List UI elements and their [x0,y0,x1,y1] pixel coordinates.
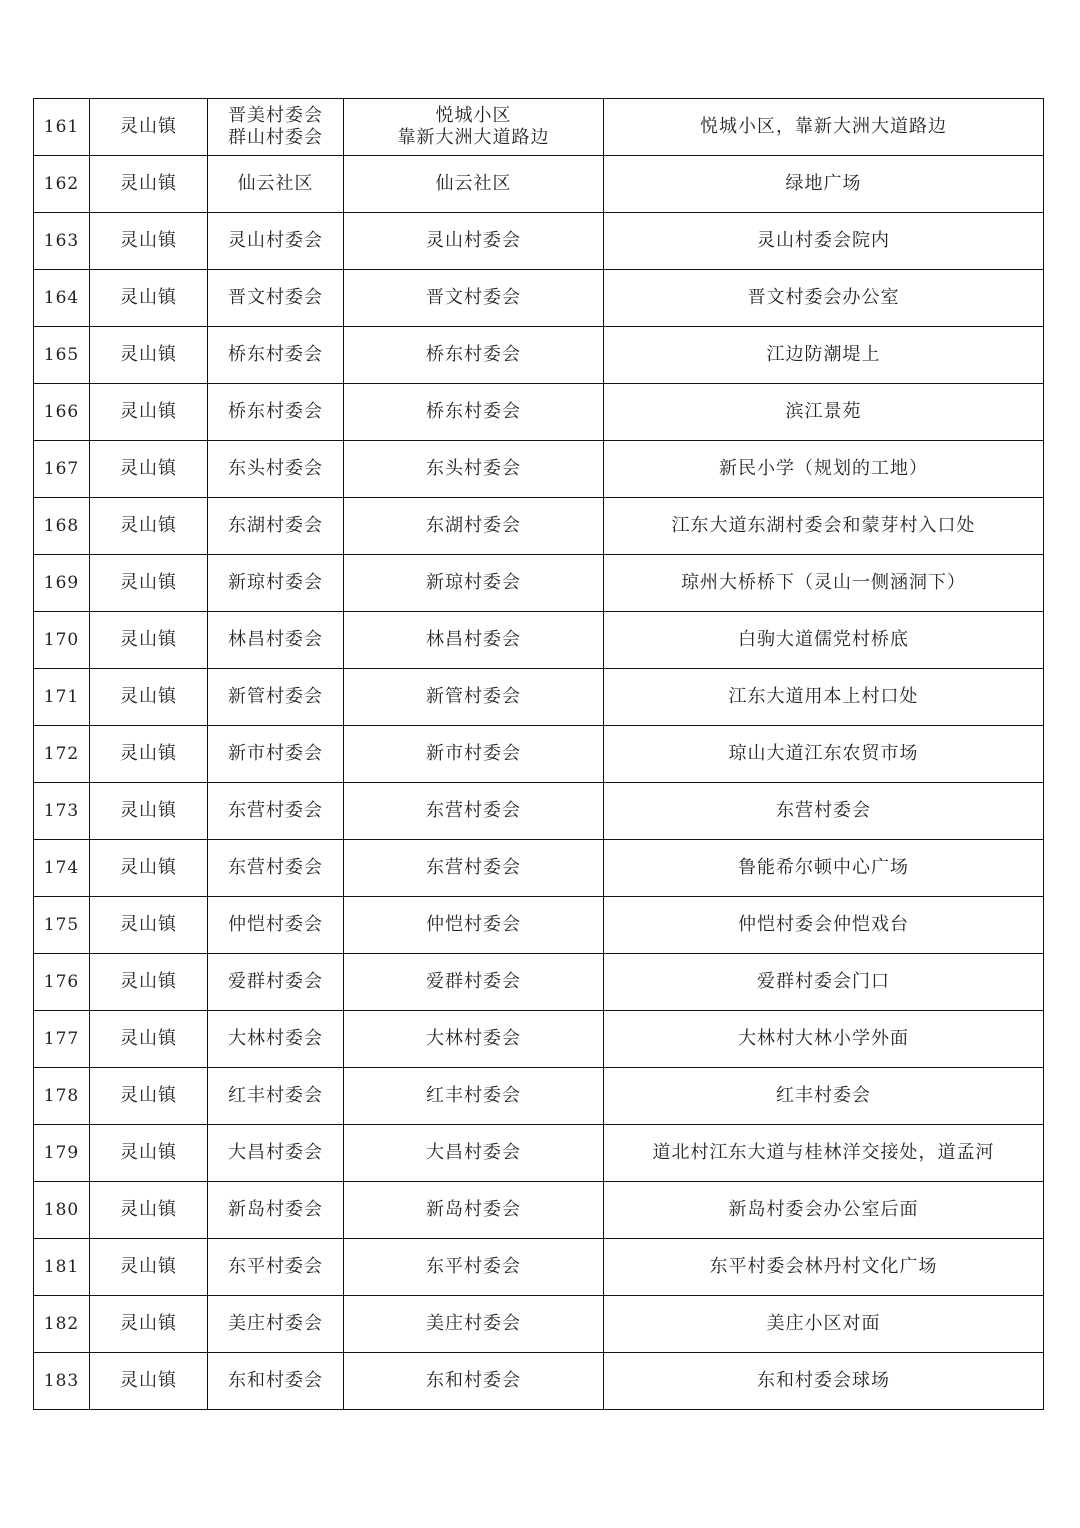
town-cell-text: 灵山镇 [120,1028,177,1049]
location-cell [604,1068,1044,1125]
area-cell [344,270,604,327]
area-cell [344,1011,604,1068]
location-cell-text: 道北村江东大道与桂林洋交接处，道孟河 [652,1142,995,1163]
area-cell [344,156,604,213]
location-cell [604,384,1044,441]
area-cell [344,954,604,1011]
town-cell [90,783,208,840]
location-cell [604,1353,1044,1410]
committee-cell-text: 仙云社区 [237,173,314,194]
area-cell-text: 新管村委会 [426,686,521,707]
table-row [34,1182,1044,1239]
committee-cell-text: 晋美村委会 群山村委会 [228,105,323,148]
row-number-cell [34,669,90,726]
location-cell-text: 白驹大道儒党村桥底 [738,629,909,650]
committee-cell-text: 桥东村委会 [228,344,323,365]
area-cell-text: 晋文村委会 [426,287,521,308]
town-cell [90,612,208,669]
row-number-cell [34,1239,90,1296]
town-cell-text: 灵山镇 [120,458,177,479]
location-cell [604,498,1044,555]
town-cell [90,156,208,213]
committee-cell [208,897,344,954]
table-row [34,783,1044,840]
table-row [34,1011,1044,1068]
committee-cell [208,213,344,270]
row-number-cell-text: 181 [43,1257,80,1277]
committee-cell [208,327,344,384]
town-cell-text: 灵山镇 [120,287,177,308]
area-cell [344,213,604,270]
area-cell-text: 新市村委会 [426,743,521,764]
location-table [33,98,1044,1410]
committee-cell [208,156,344,213]
town-cell-text: 灵山镇 [120,1313,177,1334]
town-cell-text: 灵山镇 [120,1199,177,1220]
committee-cell-text: 东营村委会 [228,800,323,821]
location-cell-text: 晋文村委会办公室 [747,287,900,308]
area-cell-text: 东营村委会 [426,800,521,821]
area-cell [344,783,604,840]
town-cell [90,1353,208,1410]
town-cell [90,726,208,783]
row-number-cell-text: 170 [43,630,80,650]
row-number-cell-text: 174 [43,858,80,878]
town-cell-text: 灵山镇 [120,173,177,194]
location-cell-text: 江东大道用本上村口处 [728,686,919,707]
town-cell [90,1296,208,1353]
table-row [34,1125,1044,1182]
area-cell-text: 仲恺村委会 [426,914,521,935]
location-cell-text: 滨江景苑 [785,401,862,422]
row-number-cell-text: 175 [43,915,80,935]
town-cell [90,897,208,954]
area-cell-text: 林昌村委会 [426,629,521,650]
table-row [34,669,1044,726]
town-cell-text: 灵山镇 [120,1370,177,1391]
location-cell [604,441,1044,498]
town-cell [90,441,208,498]
table-row [34,1068,1044,1125]
committee-cell-text: 桥东村委会 [228,401,323,422]
committee-cell-text: 东营村委会 [228,857,323,878]
location-cell-text: 爱群村委会门口 [757,971,890,992]
row-number-cell [34,897,90,954]
committee-cell [208,669,344,726]
town-cell-text: 灵山镇 [120,686,177,707]
town-cell-text: 灵山镇 [120,572,177,593]
location-cell-text: 悦城小区，靠新大洲大道路边 [700,116,947,137]
area-cell-text: 新岛村委会 [426,1199,521,1220]
area-cell [344,1296,604,1353]
location-cell-text: 东和村委会球场 [757,1370,890,1391]
location-cell [604,669,1044,726]
row-number-cell [34,1011,90,1068]
town-cell [90,1182,208,1239]
town-cell [90,327,208,384]
location-cell [604,213,1044,270]
row-number-cell [34,441,90,498]
location-cell-text: 琼山大道江东农贸市场 [728,743,919,764]
row-number-cell [34,1296,90,1353]
area-cell-text: 桥东村委会 [426,344,521,365]
location-cell-text: 大林村大林小学外面 [738,1028,909,1049]
row-number-cell [34,1353,90,1410]
committee-cell-text: 新管村委会 [228,686,323,707]
table-row [34,726,1044,783]
location-cell-text: 灵山村委会院内 [757,230,890,251]
area-cell [344,840,604,897]
row-number-cell-text: 168 [43,516,80,536]
area-cell-text: 东平村委会 [426,1256,521,1277]
area-cell [344,1353,604,1410]
area-cell-text: 东和村委会 [426,1370,521,1391]
area-cell [344,669,604,726]
town-cell [90,213,208,270]
area-cell [344,1068,604,1125]
row-number-cell [34,498,90,555]
area-cell-text: 东湖村委会 [426,515,521,536]
table-row [34,954,1044,1011]
location-cell-text: 新民小学（规划的工地） [719,458,928,479]
row-number-cell-text: 173 [43,801,80,821]
area-cell [344,441,604,498]
location-cell-text: 琼州大桥桥下（灵山一侧涵洞下） [681,572,966,593]
location-cell [604,612,1044,669]
committee-cell [208,1068,344,1125]
town-cell-text: 灵山镇 [120,515,177,536]
area-cell-text: 大林村委会 [426,1028,521,1049]
town-cell [90,99,208,156]
table-row [34,840,1044,897]
row-number-cell [34,327,90,384]
town-cell-text: 灵山镇 [120,743,177,764]
location-cell [604,270,1044,327]
town-cell-text: 灵山镇 [120,1085,177,1106]
committee-cell-text: 新岛村委会 [228,1199,323,1220]
town-cell [90,498,208,555]
row-number-cell [34,213,90,270]
committee-cell [208,1182,344,1239]
town-cell-text: 灵山镇 [120,800,177,821]
location-cell [604,897,1044,954]
area-cell [344,498,604,555]
location-cell-text: 美庄小区对面 [766,1313,881,1334]
location-cell-text: 江边防潮堤上 [766,344,881,365]
row-number-cell-text: 179 [43,1143,80,1163]
area-cell-text: 红丰村委会 [426,1085,521,1106]
row-number-cell [34,612,90,669]
document-page [33,98,1044,1410]
area-cell-text: 仙云社区 [435,173,512,194]
row-number-cell [34,99,90,156]
row-number-cell-text: 177 [43,1029,80,1049]
committee-cell-text: 林昌村委会 [228,629,323,650]
town-cell [90,384,208,441]
location-cell [604,1239,1044,1296]
table-row [34,897,1044,954]
committee-cell [208,498,344,555]
committee-cell [208,783,344,840]
area-cell [344,1239,604,1296]
area-cell-text: 新琼村委会 [426,572,521,593]
row-number-cell-text: 165 [43,345,80,365]
committee-cell [208,1125,344,1182]
table-row [34,384,1044,441]
row-number-cell-text: 161 [43,117,80,137]
area-cell-text: 东头村委会 [426,458,521,479]
town-cell [90,669,208,726]
committee-cell [208,840,344,897]
location-cell [604,327,1044,384]
town-cell-text: 灵山镇 [120,344,177,365]
location-cell [604,840,1044,897]
town-cell-text: 灵山镇 [120,914,177,935]
row-number-cell-text: 167 [43,459,80,479]
row-number-cell-text: 182 [43,1314,80,1334]
location-cell-text: 仲恺村委会仲恺戏台 [738,914,909,935]
town-cell [90,1239,208,1296]
row-number-cell [34,1182,90,1239]
committee-cell [208,270,344,327]
town-cell-text: 灵山镇 [120,629,177,650]
row-number-cell-text: 176 [43,972,80,992]
area-cell [344,555,604,612]
committee-cell-text: 东头村委会 [228,458,323,479]
row-number-cell-text: 172 [43,744,80,764]
location-cell-text: 新岛村委会办公室后面 [728,1199,919,1220]
town-cell [90,1125,208,1182]
committee-cell-text: 东湖村委会 [228,515,323,536]
area-cell [344,1182,604,1239]
committee-cell [208,1011,344,1068]
table-row [34,1353,1044,1410]
committee-cell-text: 东平村委会 [228,1256,323,1277]
row-number-cell-text: 180 [43,1200,80,1220]
row-number-cell [34,384,90,441]
location-cell [604,156,1044,213]
area-cell [344,327,604,384]
committee-cell [208,612,344,669]
row-number-cell [34,1068,90,1125]
location-cell-text: 绿地广场 [785,173,862,194]
row-number-cell-text: 166 [43,402,80,422]
location-cell [604,1125,1044,1182]
area-cell-text: 美庄村委会 [426,1313,521,1334]
town-cell-text: 灵山镇 [120,116,177,137]
area-cell [344,726,604,783]
row-number-cell-text: 162 [43,174,80,194]
committee-cell-text: 新琼村委会 [228,572,323,593]
row-number-cell [34,555,90,612]
town-cell [90,1011,208,1068]
row-number-cell-text: 171 [43,687,80,707]
location-cell [604,954,1044,1011]
town-cell-text: 灵山镇 [120,971,177,992]
location-cell [604,99,1044,156]
committee-cell [208,384,344,441]
table-row [34,213,1044,270]
area-cell [344,99,604,156]
location-cell [604,1182,1044,1239]
town-cell-text: 灵山镇 [120,1256,177,1277]
row-number-cell [34,954,90,1011]
town-cell [90,555,208,612]
area-cell-text: 桥东村委会 [426,401,521,422]
row-number-cell [34,1125,90,1182]
committee-cell-text: 晋文村委会 [228,287,323,308]
row-number-cell-text: 163 [43,231,80,251]
row-number-cell-text: 164 [43,288,80,308]
table-row [34,555,1044,612]
location-cell-text: 东平村委会林丹村文化广场 [709,1256,938,1277]
committee-cell-text: 东和村委会 [228,1370,323,1391]
area-cell-text: 悦城小区 靠新大洲大道路边 [397,105,550,148]
table-row [34,1239,1044,1296]
area-cell [344,897,604,954]
committee-cell-text: 仲恺村委会 [228,914,323,935]
committee-cell-text: 美庄村委会 [228,1313,323,1334]
area-cell-text: 灵山村委会 [426,230,521,251]
row-number-cell [34,156,90,213]
town-cell [90,1068,208,1125]
row-number-cell-text: 183 [43,1371,80,1391]
table-row [34,270,1044,327]
location-cell-text: 江东大道东湖村委会和蒙芽村入口处 [671,515,976,536]
committee-cell-text: 大林村委会 [228,1028,323,1049]
committee-cell-text: 灵山村委会 [228,230,323,251]
committee-cell [208,1296,344,1353]
committee-cell [208,954,344,1011]
town-cell-text: 灵山镇 [120,401,177,422]
table-row [34,612,1044,669]
location-cell [604,726,1044,783]
committee-cell [208,441,344,498]
committee-cell-text: 大昌村委会 [228,1142,323,1163]
town-cell [90,954,208,1011]
table-row [34,327,1044,384]
committee-cell-text: 红丰村委会 [228,1085,323,1106]
row-number-cell [34,783,90,840]
town-cell-text: 灵山镇 [120,1142,177,1163]
committee-cell [208,99,344,156]
row-number-cell [34,726,90,783]
area-cell-text: 爱群村委会 [426,971,521,992]
row-number-cell [34,270,90,327]
table-row [34,99,1044,156]
table-row [34,441,1044,498]
location-cell [604,1296,1044,1353]
table-row [34,1296,1044,1353]
table-body [34,99,1044,1410]
committee-cell [208,555,344,612]
location-cell-text: 东营村委会 [776,800,871,821]
committee-cell [208,726,344,783]
town-cell-text: 灵山镇 [120,857,177,878]
town-cell-text: 灵山镇 [120,230,177,251]
area-cell [344,1125,604,1182]
location-cell [604,783,1044,840]
location-cell-text: 鲁能希尔顿中心广场 [738,857,909,878]
row-number-cell-text: 178 [43,1086,80,1106]
town-cell [90,270,208,327]
committee-cell-text: 新市村委会 [228,743,323,764]
committee-cell-text: 爱群村委会 [228,971,323,992]
location-cell [604,555,1044,612]
area-cell-text: 大昌村委会 [426,1142,521,1163]
area-cell [344,612,604,669]
table-row [34,498,1044,555]
row-number-cell-text: 169 [43,573,80,593]
location-cell [604,1011,1044,1068]
town-cell [90,840,208,897]
area-cell-text: 东营村委会 [426,857,521,878]
location-cell-text: 红丰村委会 [776,1085,871,1106]
committee-cell [208,1353,344,1410]
row-number-cell [34,840,90,897]
area-cell [344,384,604,441]
table-row [34,156,1044,213]
committee-cell [208,1239,344,1296]
